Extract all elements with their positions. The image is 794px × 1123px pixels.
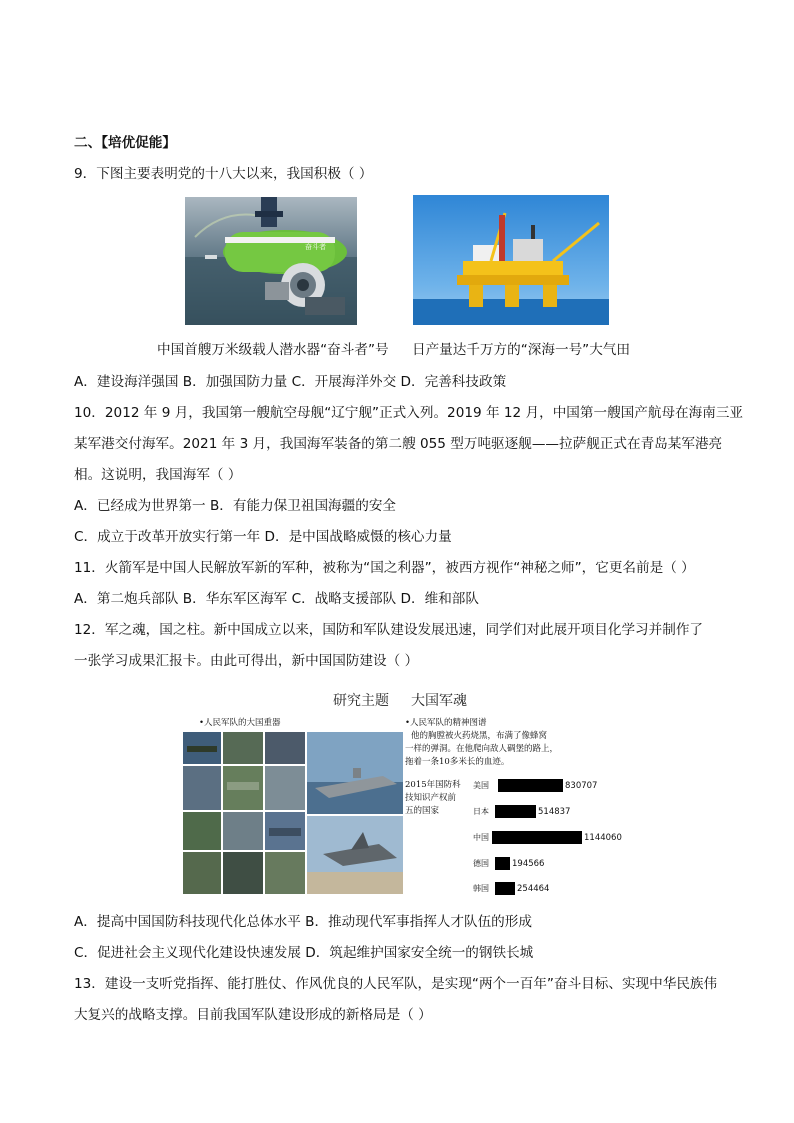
bar-value-label: 1144060 <box>584 833 622 843</box>
bar-value-label: 194566 <box>512 859 545 869</box>
question-10-options-ab: A．已经成为世界第一 B．有能力保卫祖国海疆的安全 <box>74 498 397 514</box>
chart-caption-line-1: 2015年国防科 <box>405 780 461 790</box>
bar-label: 德国 <box>473 859 489 868</box>
question-13-line-2: 大复兴的战略支撑。目前我国军队建设形成的新格局是（ ） <box>74 1007 432 1023</box>
bar-label: 美国 <box>473 781 489 790</box>
question-11-options: A．第二炮兵部队 B．华东军区海军 C．战略支援部队 D．维和部队 <box>74 591 479 607</box>
bar <box>492 831 582 844</box>
section-heading: 二、【培优促能】 <box>74 135 176 151</box>
bar-label: 韩国 <box>473 884 489 893</box>
bar-value-label: 254464 <box>517 884 550 894</box>
chart-caption-line-2: 技知识产权前 <box>405 793 457 803</box>
question-12-options-ab: A．提高中国国防科技现代化总体水平 B．推动现代军事指挥人才队伍的形成 <box>74 914 532 930</box>
question-12-options-cd: C．促进社会主义现代化建设快速发展 D．筑起维护国家安全统一的钢铁长城 <box>74 945 534 961</box>
bar-label: 日本 <box>473 807 489 816</box>
learning-results-card <box>183 688 622 898</box>
bar <box>495 857 510 870</box>
left-heading: •人民军队的大国重器 <box>199 718 281 728</box>
question-13-line-1: 13．建设一支听党指挥、能打胜仗、作风优良的人民军队，是实现“两个一百年”奋斗目标、实现中华民族伟 <box>74 976 718 992</box>
quote-line-3: 拖着一条10多米长的血迹。 <box>405 757 510 767</box>
card-title-label: 研究主题 <box>333 693 389 709</box>
gas-platform-photo <box>413 195 609 325</box>
question-9-options: A．建设海洋强国 B．加强国防力量 C．开展海洋外交 D．完善科技政策 <box>74 374 507 390</box>
quote-line-1: 他的胸膛被火药烧黑，布满了像蜂窝 <box>411 731 548 741</box>
quote-line-2: 一样的弹洞。在他爬向敌人碉堡的路上， <box>405 744 559 754</box>
question-10-line-2: 某军港交付海军。2021 年 3 月，我国海军装备的第二艘 055 型万吨驱逐舰——拉萨舰正式在青岛某军港亮 <box>74 436 723 452</box>
bar-label: 中国 <box>473 833 489 842</box>
question-10-options-cd: C．成立于改革开放实行第一年 D．是中国战略威慑的核心力量 <box>74 529 452 545</box>
right-heading: •人民军队的精神图谱 <box>405 718 487 728</box>
bar <box>495 882 515 895</box>
caption-gas-field: 日产量达千万方的“深海一号”大气田 <box>412 342 630 358</box>
bar-value-label: 830707 <box>565 781 598 791</box>
question-12-line-1: 12．军之魂，国之柱。新中国成立以来，国防和军队建设发展迅速，同学们对此展开项目化学习并制作了 <box>74 622 704 638</box>
svg-text:奋斗者: 奋斗者 <box>305 243 326 251</box>
question-12-line-2: 一张学习成果汇报卡。由此可得出，新中国国防建设（ ） <box>74 653 419 669</box>
bar <box>498 779 563 792</box>
bar-value-label: 514837 <box>538 807 571 817</box>
question-11-stem: 11．火箭军是中国人民解放军新的军种，被称为“国之利器”，被西方视作“神秘之师”，它更名前是（ ） <box>74 560 695 576</box>
card-title-value: 大国军魂 <box>411 693 467 709</box>
chart-caption-line-3: 五的国家 <box>405 806 440 816</box>
ip-ranking-bar-chart <box>183 688 622 898</box>
submersible-photo <box>185 197 357 325</box>
question-10-line-1: 10．2012 年 9 月，我国第一艘航空母舰“辽宁舰”正式入列。2019 年 12 月，中国第一艘国产航母在海南三亚 <box>74 405 744 421</box>
question-10-line-3: 相。这说明，我国海军（ ） <box>74 467 242 483</box>
caption-submersible: 中国首艘万米级载人潜水器“奋斗者”号 <box>157 342 389 358</box>
bar <box>495 805 536 818</box>
question-9-stem: 9．下图主要表明党的十八大以来，我国积极（ ） <box>74 166 373 182</box>
